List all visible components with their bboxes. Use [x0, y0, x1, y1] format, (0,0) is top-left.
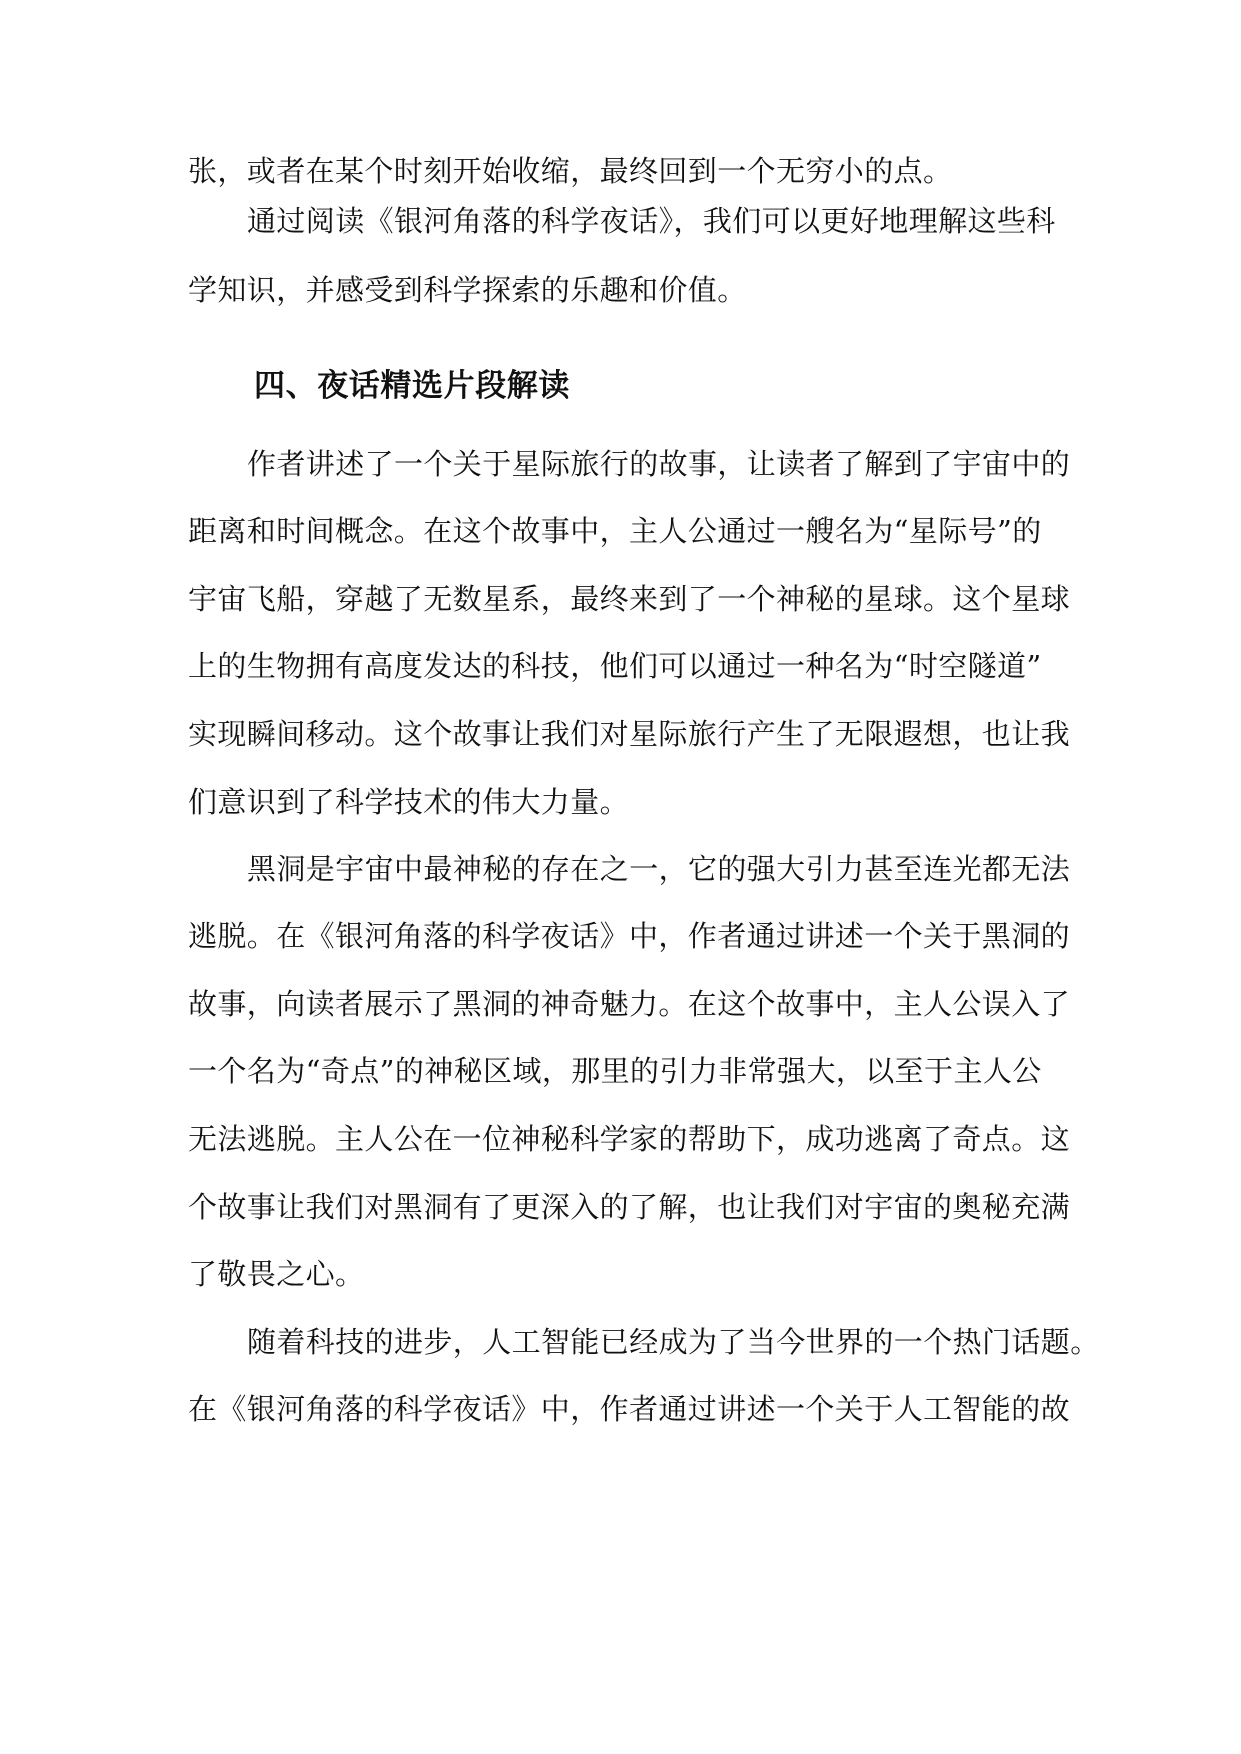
text-line: 个故事让我们对黑洞有了更深入的了解，也让我们对宇宙的奥秘充满: [188, 1190, 1071, 1224]
text-line: 上的生物拥有高度发达的科技，他们可以通过一种名为“时空隧道”: [188, 649, 1042, 683]
text-line: 逃脱。在《银河角落的科学夜话》中，作者通过讲述一个关于黑洞的: [188, 919, 1071, 953]
section-heading: 四、夜话精选片段解读: [254, 368, 570, 404]
text-line: 了敬畏之心。: [188, 1257, 365, 1291]
text-line: 张，或者在某个时刻开始收缩，最终回到一个无穷小的点。: [188, 154, 953, 188]
text-line: 学知识，并感受到科学探索的乐趣和价值。: [188, 273, 747, 307]
text-line: 实现瞬间移动。这个故事让我们对星际旅行产生了无限遐想，也让我: [188, 717, 1071, 751]
text-line: 在《银河角落的科学夜话》中，作者通过讲述一个关于人工智能的故: [188, 1392, 1071, 1426]
text-line: 宇宙飞船，穿越了无数星系，最终来到了一个神秘的星球。这个星球: [188, 582, 1071, 616]
text-line: 黑洞是宇宙中最神秘的存在之一，它的强大引力甚至连光都无法: [247, 852, 1071, 886]
text-line: 作者讲述了一个关于星际旅行的故事，让读者了解到了宇宙中的: [247, 447, 1071, 481]
text-line: 随着科技的进步，人工智能已经成为了当今世界的一个热门话题。: [247, 1325, 1100, 1359]
text-line: 距离和时间概念。在这个故事中，主人公通过一艘名为“星际号”的: [188, 514, 1042, 548]
text-line: 一个名为“奇点”的神秘区域，那里的引力非常强大，以至于主人公: [188, 1054, 1042, 1088]
text-line: 们意识到了科学技术的伟大力量。: [188, 785, 630, 819]
text-line: 无法逃脱。主人公在一位神秘科学家的帮助下，成功逃离了奇点。这: [188, 1122, 1071, 1156]
text-line: 故事，向读者展示了黑洞的神奇魅力。在这个故事中，主人公误入了: [188, 987, 1071, 1021]
text-line: 通过阅读《银河角落的科学夜话》，我们可以更好地理解这些科: [247, 204, 1056, 238]
